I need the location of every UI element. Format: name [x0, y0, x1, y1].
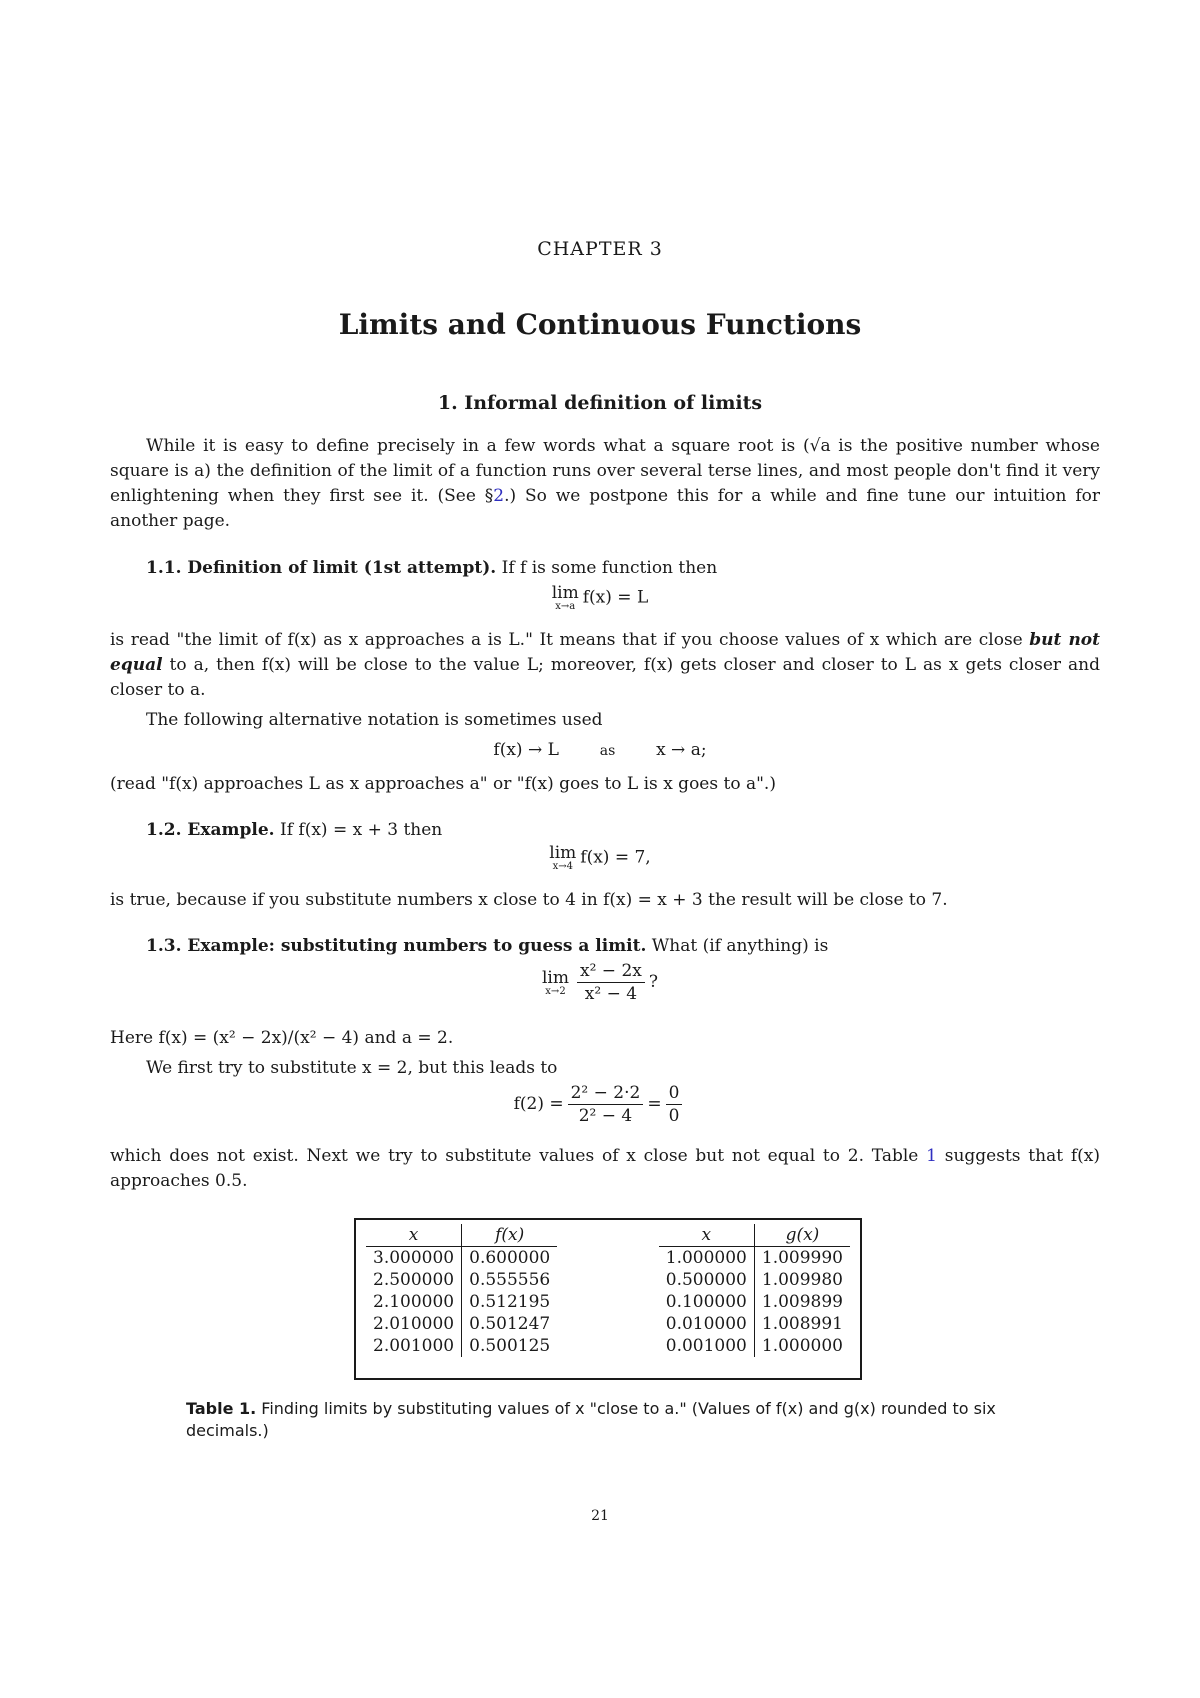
fraction-denominator: x² − 4 — [584, 984, 638, 1004]
header-x: x — [366, 1224, 462, 1247]
cell-x: 2.001000 — [366, 1335, 462, 1357]
cell-fx: 0.512195 — [469, 1292, 551, 1312]
emphasis-text: but not equal — [110, 630, 1100, 675]
header-fx: f(x) — [495, 1225, 525, 1245]
cell-x: 0.010000 — [659, 1313, 755, 1335]
fraction-zero — [666, 1082, 683, 1127]
lim-subscript: x→a — [555, 601, 576, 612]
fraction-denominator: 0 — [668, 1106, 680, 1126]
intro-text-2: is the positive number whose square is a) the definition of the limit of a function runs over several terse lines, and most people don't find it very enlightening when they first see it. (See § — [110, 436, 1100, 506]
table-row — [366, 1269, 557, 1291]
equation-rational-limit — [0, 960, 1200, 1005]
chapter-label: CHAPTER 3 — [537, 238, 663, 260]
table-row — [659, 1335, 850, 1357]
table-row — [659, 1291, 850, 1313]
cell-x: 1.000000 — [659, 1247, 755, 1270]
page-number: 21 — [591, 1508, 609, 1524]
table-link[interactable]: 1 — [926, 1146, 937, 1166]
lim-text: lim — [542, 967, 569, 988]
chapter-title: Limits and Continuous Functions — [338, 308, 862, 341]
cell-fx: 0.501247 — [469, 1314, 551, 1334]
true-paragraph: is true, because if you substitute numbers x close to 4 in f(x) = x + 3 the result will be close to 7. — [110, 890, 948, 910]
subsection-1-3-text: What (if anything) is — [646, 936, 829, 956]
values-table — [354, 1218, 862, 1380]
table-row — [366, 1247, 557, 1270]
fraction-denominator: 2² − 4 — [578, 1106, 633, 1126]
equation-body: f(x) = 7, — [580, 847, 651, 868]
intro-text-3: .) So we postpone this for a while and fine tune our intuition for another page. — [110, 486, 1100, 531]
table-caption — [186, 1398, 1026, 1442]
alt-right: x → a; — [656, 740, 707, 760]
cell-gx: 1.009980 — [761, 1270, 843, 1290]
lim-operator — [552, 584, 579, 612]
alt-read-paragraph: (read "f(x) approaches L as x approaches a" or "f(x) goes to L is x goes to a".) — [110, 774, 776, 794]
fraction — [568, 1082, 644, 1127]
subsection-1-2-heading: 1.2. Example. — [146, 820, 275, 840]
equation-example-limit — [0, 844, 1200, 872]
table-row — [366, 1313, 557, 1335]
cell-x: 2.010000 — [366, 1313, 462, 1335]
cell-x: 0.001000 — [659, 1335, 755, 1357]
subsection-1-3 — [110, 934, 1100, 959]
cell-gx: 1.000000 — [761, 1336, 843, 1356]
cell-x: 0.100000 — [659, 1291, 755, 1313]
table-row — [366, 1335, 557, 1357]
alt-notation-paragraph: The following alternative notation is sometimes used — [146, 710, 603, 730]
which-paragraph — [110, 1144, 1100, 1194]
cell-x: 2.100000 — [366, 1291, 462, 1313]
section-link[interactable]: 2 — [493, 486, 505, 506]
read-text-2: to a, then f(x) will be close to the value L; moreover, f(x) gets closer and closer to L as x gets closer and closer to a. — [110, 655, 1100, 700]
subsection-1-1-text: If f is some function then — [496, 558, 718, 578]
read-text-1: is read "the limit of f(x) as x approaches a is L." It means that if you choose values of x which are close — [110, 630, 1030, 650]
table-row — [659, 1269, 850, 1291]
cell-gx: 1.009990 — [761, 1248, 843, 1268]
lim-text: lim — [551, 583, 579, 603]
table-g — [659, 1224, 850, 1357]
lim-text: lim — [549, 843, 577, 863]
lim-operator — [549, 844, 576, 872]
equation-body: f(x) = L — [582, 587, 649, 608]
table-row — [659, 1313, 850, 1335]
lim-operator — [542, 969, 569, 997]
here-paragraph: Here f(x) = (x² − 2x)/(x² − 4) and a = 2. — [110, 1028, 454, 1048]
lim-subscript: x→4 — [552, 861, 573, 872]
which-text-2: suggests that f(x) approaches 0.5. — [110, 1146, 1100, 1191]
subsection-1-1-heading: 1.1. Definition of limit (1st attempt). — [146, 558, 497, 578]
cell-x: 3.000000 — [366, 1247, 462, 1270]
header-gx: g(x) — [785, 1225, 820, 1245]
cell-fx: 0.600000 — [469, 1248, 551, 1268]
caption-text: Finding limits by substituting values of x "close to a." (Values of f(x) and g(x) rounded to six decimals.) — [186, 1399, 996, 1440]
subsection-1-1 — [110, 556, 1100, 581]
equation-alt-notation — [0, 740, 1200, 760]
first-try-paragraph: We first try to substitute x = 2, but this leads to — [146, 1058, 558, 1078]
fraction-numerator: 0 — [666, 1082, 683, 1105]
header-x: x — [659, 1224, 755, 1247]
cell-gx: 1.009899 — [761, 1292, 843, 1312]
equals-sign: = — [647, 1094, 662, 1114]
intro-text-1: While it is easy to define precisely in a few words what a square root is ( — [146, 436, 810, 456]
cell-fx: 0.555556 — [469, 1270, 551, 1290]
lim-subscript: x→2 — [545, 985, 566, 997]
sqrt-symbol: √a — [809, 436, 831, 456]
cell-x: 0.500000 — [659, 1269, 755, 1291]
subsection-1-2-text: If f(x) = x + 3 then — [274, 820, 443, 840]
alt-left: f(x) → L — [493, 740, 559, 760]
question-mark: ? — [648, 972, 658, 992]
fraction — [577, 960, 645, 1005]
cell-x: 2.500000 — [366, 1269, 462, 1291]
intro-paragraph — [110, 434, 1100, 534]
equation-f-of-2 — [0, 1082, 1200, 1127]
section-heading: 1. Informal definition of limits — [437, 392, 763, 414]
equation-limit-definition — [0, 584, 1200, 612]
table-row — [659, 1247, 850, 1270]
alt-as: as — [599, 743, 616, 759]
cell-gx: 1.008991 — [761, 1314, 843, 1334]
f2-left: f(2) = — [513, 1094, 564, 1114]
cell-fx: 0.500125 — [469, 1336, 551, 1356]
read-paragraph — [110, 628, 1100, 703]
table-f — [366, 1224, 557, 1357]
which-text-1: which does not exist. Next we try to substitute values of x close but not equal to 2. Table — [110, 1146, 927, 1166]
fraction-numerator: 2² − 2·2 — [568, 1082, 644, 1105]
table-row — [366, 1291, 557, 1313]
caption-label: Table 1. — [186, 1399, 257, 1418]
subsection-1-3-heading: 1.3. Example: substituting numbers to guess a limit. — [146, 936, 647, 956]
subsection-1-2 — [110, 818, 1100, 843]
fraction-numerator: x² − 2x — [577, 960, 645, 983]
